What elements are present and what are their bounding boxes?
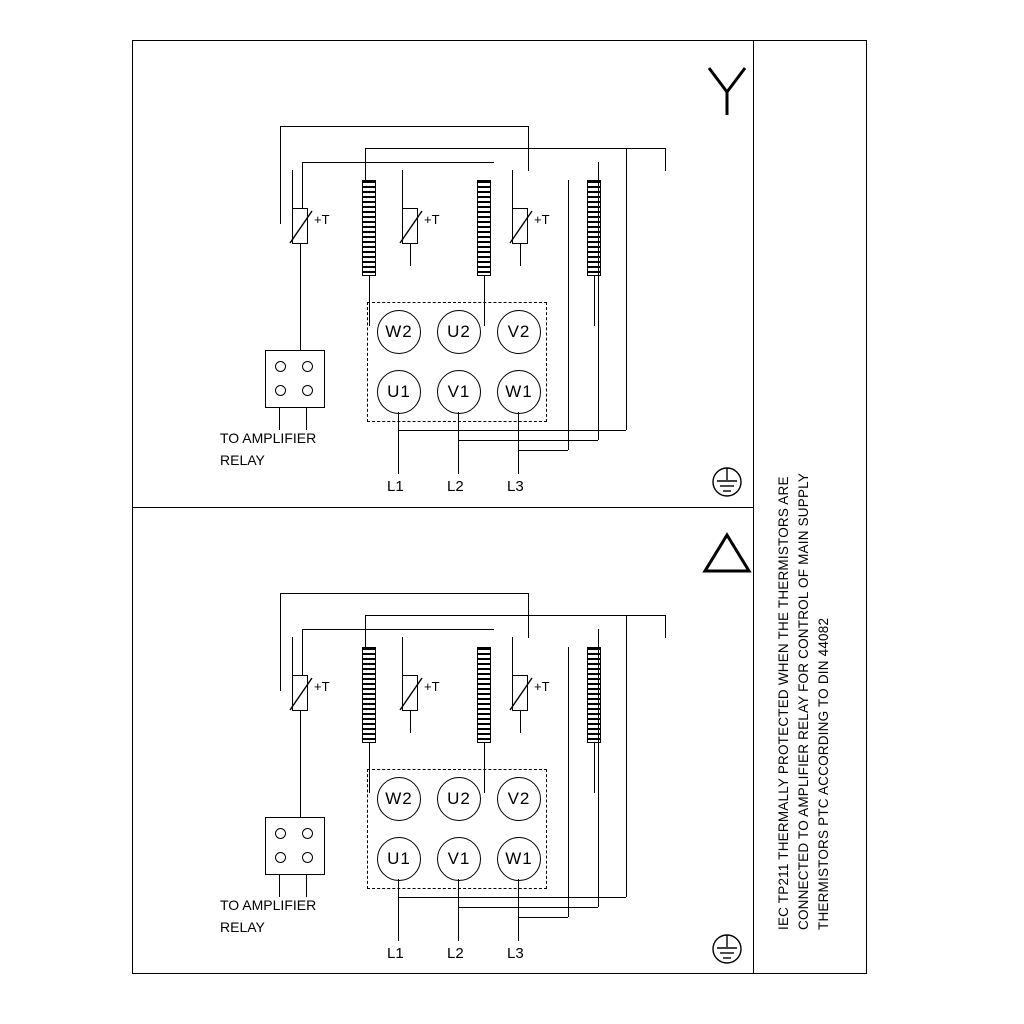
thermistor-label-1: +T xyxy=(314,679,330,694)
terminal-U1[interactable]: U1 xyxy=(377,370,421,414)
terminal-V1[interactable]: V1 xyxy=(437,837,481,881)
thermistor-label-3: +T xyxy=(534,212,550,227)
thermistor-label-2: +T xyxy=(424,212,440,227)
note-line-2: CONNECTED TO AMPLIFIER RELAY FOR CONTROL OF MAIN SUPPLY xyxy=(796,472,811,930)
amplifier-connector-box[interactable] xyxy=(265,817,325,875)
thermistor-label-1: +T xyxy=(314,212,330,227)
thermistor-1 xyxy=(292,675,308,711)
terminal-V2[interactable]: V2 xyxy=(497,310,541,354)
note-line-3: THERMISTORS PTC ACCORDING TO DIN 44082 xyxy=(816,617,831,930)
terminal-U2[interactable]: U2 xyxy=(437,777,481,821)
amplifier-note-line1: TO AMPLIFIER xyxy=(220,430,317,446)
thermistor-3 xyxy=(512,675,528,711)
thermistor-1 xyxy=(292,208,308,244)
winding-coil-2 xyxy=(477,647,491,743)
amplifier-note-line2: RELAY xyxy=(220,452,265,468)
phase-label-L3: L3 xyxy=(507,478,524,495)
phase-label-L2: L2 xyxy=(447,478,464,495)
amplifier-note-line1: TO AMPLIFIER xyxy=(220,897,317,913)
earth-ground-icon xyxy=(704,929,750,969)
thermistor-2 xyxy=(402,675,418,711)
winding-coil-2 xyxy=(477,180,491,276)
thermistor-label-2: +T xyxy=(424,679,440,694)
thermistor-label-3: +T xyxy=(534,679,550,694)
terminal-W1[interactable]: W1 xyxy=(497,837,541,881)
phase-label-L3: L3 xyxy=(507,945,524,962)
phase-label-L1: L1 xyxy=(387,945,404,962)
panel-star xyxy=(132,40,754,507)
terminal-V1[interactable]: V1 xyxy=(437,370,481,414)
earth-ground-icon xyxy=(704,462,750,502)
phase-label-L2: L2 xyxy=(447,945,464,962)
terminal-U2[interactable]: U2 xyxy=(437,310,481,354)
terminal-W2[interactable]: W2 xyxy=(377,777,421,821)
amplifier-connector-box[interactable] xyxy=(265,350,325,408)
wye-symbol xyxy=(697,60,757,120)
delta-symbol xyxy=(697,527,757,577)
panel-delta xyxy=(132,507,754,974)
notes-column xyxy=(758,40,866,974)
thermistor-3 xyxy=(512,208,528,244)
phase-label-L1: L1 xyxy=(387,478,404,495)
winding-coil-1 xyxy=(362,647,376,743)
terminal-U1[interactable]: U1 xyxy=(377,837,421,881)
terminal-W2[interactable]: W2 xyxy=(377,310,421,354)
terminal-W1[interactable]: W1 xyxy=(497,370,541,414)
thermistor-2 xyxy=(402,208,418,244)
terminal-V2[interactable]: V2 xyxy=(497,777,541,821)
winding-coil-1 xyxy=(362,180,376,276)
note-line-1: IEC TP211 THERMALLY PROTECTED WHEN THE THERMISTORS ARE xyxy=(776,476,791,930)
amplifier-note-line2: RELAY xyxy=(220,919,265,935)
